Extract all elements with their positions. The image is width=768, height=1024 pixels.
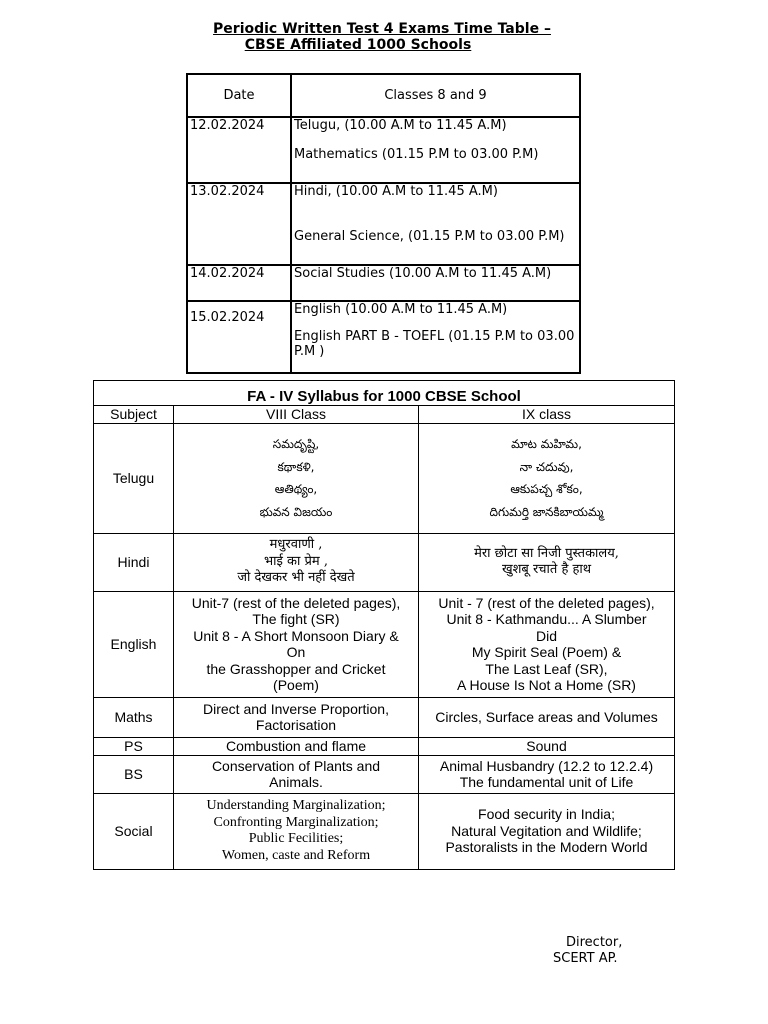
timetable-header-row <box>187 74 580 117</box>
header-viii-class: VIII Class <box>174 406 419 424</box>
subject-name: Hindi <box>94 533 174 591</box>
social-viii-topics <box>174 793 419 869</box>
telugu-viii-topics <box>174 423 419 533</box>
topic: भाई का प्रेम , <box>264 553 328 569</box>
topic: Conservation of Plants and <box>211 757 381 774</box>
subject-name: Social <box>94 793 174 869</box>
subject-name: PS <box>94 737 174 755</box>
topic: కథాకళి, <box>277 459 315 474</box>
topic: (Poem) <box>273 677 319 693</box>
syllabus-header-row <box>94 406 675 424</box>
topic: భువన విజయం <box>259 504 333 519</box>
table-row <box>187 117 580 183</box>
topic: खुशबू रचाते है हाथ <box>501 562 592 577</box>
topic: ఆకుపచ్చ శోకం, <box>510 482 583 496</box>
topic: Public Fecilities; <box>248 831 344 846</box>
header-classes: Classes 8 and 9 <box>291 74 580 117</box>
exam-subjects <box>291 183 580 265</box>
exam-session-morning: Telugu, (10.00 A.M to 11.45 A.M) <box>294 118 507 133</box>
syllabus-title-row <box>94 381 675 406</box>
ps-viii-topics: Combustion and flame <box>174 737 419 755</box>
topic: Animal Husbandry (12.2 to 12.2.4) <box>439 757 654 774</box>
topic: A House Is Not a Home (SR) <box>457 677 636 693</box>
topic: దిగుమర్తి జానకిబాయమ్మ <box>489 504 604 519</box>
header-subject: Subject <box>94 406 174 424</box>
maths-ix-topics: Circles, Surface areas and Volumes <box>419 697 675 737</box>
header-date: Date <box>187 74 291 117</box>
topic: the Grasshopper and Cricket <box>206 660 386 677</box>
table-row <box>187 183 580 265</box>
exam-session-afternoon: English PART B - TOEFL (01.15 P.M to 03.00 P.M ) <box>294 329 575 359</box>
topic: Understanding Marginalization; <box>206 798 386 813</box>
english-viii-topics <box>174 591 419 697</box>
exam-session-afternoon: General Science, (01.15 P.M to 03.00 P.M) <box>294 229 565 244</box>
telugu-ix-topics <box>419 423 675 533</box>
hindi-viii-topics <box>174 533 419 591</box>
exam-date: 15.02.2024 <box>187 301 291 373</box>
title-line-1: Periodic Written Test 4 Exams Time Table – <box>213 21 551 37</box>
topic: ఆతిథ్యం, <box>274 482 318 496</box>
topic: मेरा छोटा सा निजी पुस्तकालय, <box>474 545 619 561</box>
topic: Unit 8 - A Short Monsoon Diary & <box>193 627 399 644</box>
bs-viii-topics <box>174 755 419 793</box>
exam-date: 13.02.2024 <box>187 183 291 265</box>
subject-name: English <box>94 591 174 697</box>
topic: The fight (SR) <box>252 611 340 627</box>
topic: जो देखकर भी नहीं देखते <box>237 570 355 586</box>
title-line-2: CBSE Affiliated 1000 Schools <box>244 37 472 53</box>
topic: On <box>286 644 306 660</box>
topic: My Spirit Seal (Poem) & <box>471 644 622 660</box>
topic: The Last Leaf (SR), <box>485 660 608 677</box>
topic: The fundamental unit of Life <box>459 774 634 790</box>
table-row <box>94 755 675 793</box>
ps-ix-topics: Sound <box>419 737 675 755</box>
table-row <box>187 301 580 373</box>
exam-session-morning: Social Studies (10.00 A.M to 11.45 A.M) <box>294 266 552 281</box>
english-ix-topics <box>419 591 675 697</box>
hindi-ix-topics <box>419 533 675 591</box>
table-row <box>94 591 675 697</box>
table-row <box>94 533 675 591</box>
exam-timetable <box>186 73 581 374</box>
signature-title: Director, <box>566 935 623 950</box>
topic: Pastoralists in the Modern World <box>445 839 648 856</box>
topic: Natural Vegitation and Wildlife; <box>451 822 642 839</box>
exam-session-afternoon: Mathematics (01.15 P.M to 03.00 P.M) <box>294 147 539 162</box>
subject-name: BS <box>94 755 174 793</box>
topic: Did <box>535 627 557 644</box>
subject-name: Telugu <box>94 423 174 533</box>
bs-ix-topics <box>419 755 675 793</box>
topic: मधुरवाणी , <box>269 537 323 553</box>
maths-viii-topics: Direct and Inverse Proportion, Factorisation <box>174 697 419 737</box>
topic: సమదృష్టి, <box>272 437 320 451</box>
table-row <box>94 697 675 737</box>
exam-subjects <box>291 117 580 183</box>
topic: Animals. <box>269 774 323 790</box>
exam-date: 12.02.2024 <box>187 117 291 183</box>
topic: Food security in India; <box>478 806 615 823</box>
exam-session-morning: English (10.00 A.M to 11.45 A.M) <box>294 302 508 317</box>
table-row <box>94 423 675 533</box>
syllabus-table <box>93 380 675 870</box>
topic: Unit-7 (rest of the deleted pages), <box>191 594 401 611</box>
signature-org: SCERT AP. <box>553 951 618 966</box>
topic: Women, caste and Reform <box>221 847 371 863</box>
exam-subjects <box>291 265 580 301</box>
exam-session-morning: Hindi, (10.00 A.M to 11.45 A.M) <box>294 184 498 199</box>
social-ix-topics <box>419 793 675 869</box>
exam-date: 14.02.2024 <box>187 265 291 301</box>
table-row <box>187 265 580 301</box>
header-ix-class: IX class <box>419 406 675 424</box>
exam-subjects <box>291 301 580 373</box>
topic: మాట మహిమ, <box>511 437 582 451</box>
subject-name: Maths <box>94 697 174 737</box>
topic: Confronting Marginalization; <box>213 814 379 830</box>
topic: నా చదువు, <box>519 459 574 474</box>
table-row <box>94 737 675 755</box>
syllabus-title: FA - IV Syllabus for 1000 CBSE School <box>94 381 675 406</box>
topic: Unit 8 - Kathmandu... A Slumber <box>446 611 647 627</box>
topic: Unit - 7 (rest of the deleted pages), <box>438 594 655 611</box>
table-row <box>94 793 675 869</box>
